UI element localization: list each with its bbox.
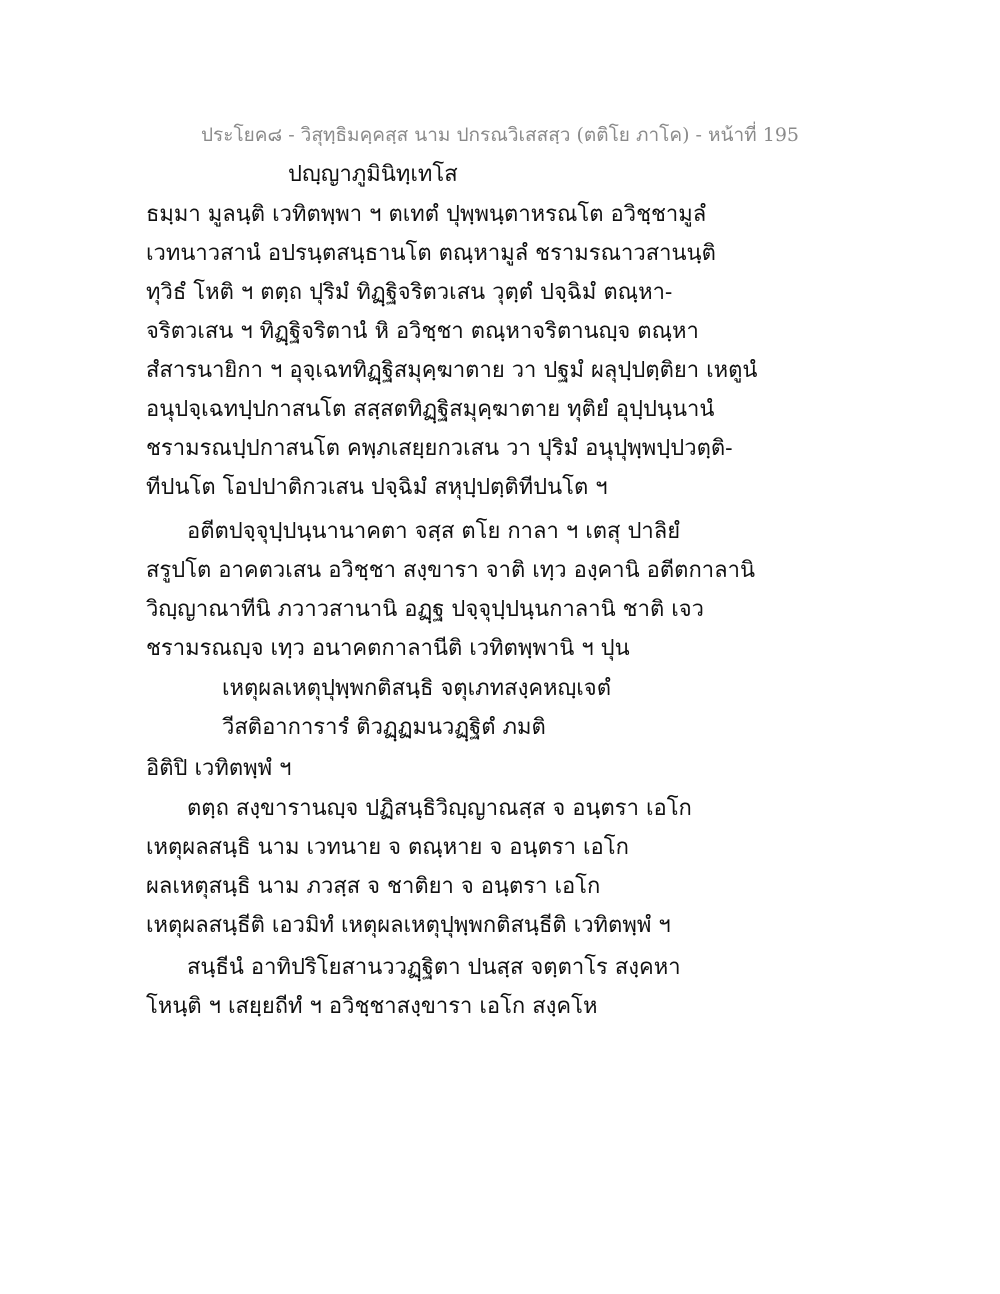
verse-line: วีสติอาการารํ ติวฏฺฏมนวฏฺฐิตํ ภมติ — [222, 715, 546, 740]
text-line: ทุวิธํ โหติ ฯ ตตฺถ ปุริมํ ทิฏฺฐิจริตวเสน วุตฺตํ ปจฺฉิมํ ตณฺหา- — [146, 280, 673, 305]
text-line: เวทนาวสานํ อปรนฺตสนฺธานโต ตณฺหามูลํ ชรามรณาวสานนฺติ — [146, 241, 716, 266]
section-title: ปญฺญาภูมินิทฺเทโส — [288, 162, 458, 187]
text-line: ตตฺถ สงฺขารานญฺจ ปฏิสนฺธิวิญฺญาณสฺส จ อนฺตรา เอโก — [187, 796, 692, 821]
text-line: เหตุผลสนฺธีติ เอวมิทํ เหตุผลเหตุปุพฺพกติสนฺธีติ เวทิตพฺพํ ฯ — [146, 913, 671, 938]
verse-line: เหตุผลเหตุปุพฺพกติสนฺธิ จตุเภทสงฺคหญฺเจตํ — [222, 676, 611, 701]
text-line: ทีปนโต โอปปาติกวเสน ปจฺฉิมํ สหุปฺปตฺติทีปนโต ฯ — [146, 475, 608, 500]
page-header: ประโยค๘ - วิสุทฺธิมคฺคสฺส นาม ปกรณวิเสสสฺว (ตติโย ภาโค) - หน้าที่ 195 — [200, 124, 800, 146]
text-line: ชรามรณญฺจ เทฺว อนาคตกาลานีติ เวทิตพฺพานิ ฯ ปุน — [146, 636, 630, 661]
text-line: ผลเหตุสนฺธิ นาม ภวสฺส จ ชาติยา จ อนฺตรา เอโก — [146, 874, 601, 899]
text-line: สํสารนายิกา ฯ อุจฺเฉททิฏฺฐิสมุคฺฆาตาย วา ปฐมํ ผลุปฺปตฺติยา เหตูนํ — [146, 358, 758, 383]
text-line: จริตวเสน ฯ ทิฏฺฐิจริตานํ หิ อวิชฺชา ตณฺหาจริตานญฺจ ตณฺหา — [146, 319, 699, 344]
text-line: เหตุผลสนฺธิ นาม เวทนาย จ ตณฺหาย จ อนฺตรา เอโก — [146, 835, 629, 860]
text-line: วิญฺญาณาทีนิ ภวาวสานานิ อฏฺฐ ปจฺจุปฺปนฺนกาลานิ ชาติ เจว — [146, 597, 705, 622]
text-line: ธมฺมา มูลนฺติ เวทิตพฺพา ฯ ตเทตํ ปุพฺพนฺตาหรณโต อวิชฺชามูลํ — [146, 202, 707, 227]
text-line: ชรามรณปฺปกาสนโต คพฺภเสยฺยกวเสน วา ปุริมํ อนุปุพฺพปฺปวตฺติ- — [146, 436, 733, 461]
text-line: สรูปโต อาคตวเสน อวิชฺชา สงฺขารา จาติ เทฺว องฺคานิ อตีตกาลานิ — [146, 558, 755, 583]
text-line: อนุปจฺเฉทปฺปกาสนโต สสฺสตทิฏฺฐิสมุคฺฆาตาย ทุติยํ อุปฺปนฺนานํ — [146, 397, 715, 422]
text-line: สนฺธีนํ อาทิปริโยสานววฏฺฐิตา ปนสฺส จตฺตาโร สงฺคหา — [187, 955, 681, 980]
text-line: โหนฺติ ฯ เสยฺยถีทํ ฯ อวิชฺชาสงฺขารา เอโก สงฺคโห — [146, 994, 598, 1019]
text-line: อตีตปจฺจุปฺปนฺนานาคตา จสฺส ตโย กาลา ฯ เตสุ ปาลิยํ — [187, 519, 681, 544]
text-line: อิติปิ เวทิตพฺพํ ฯ — [146, 756, 292, 781]
